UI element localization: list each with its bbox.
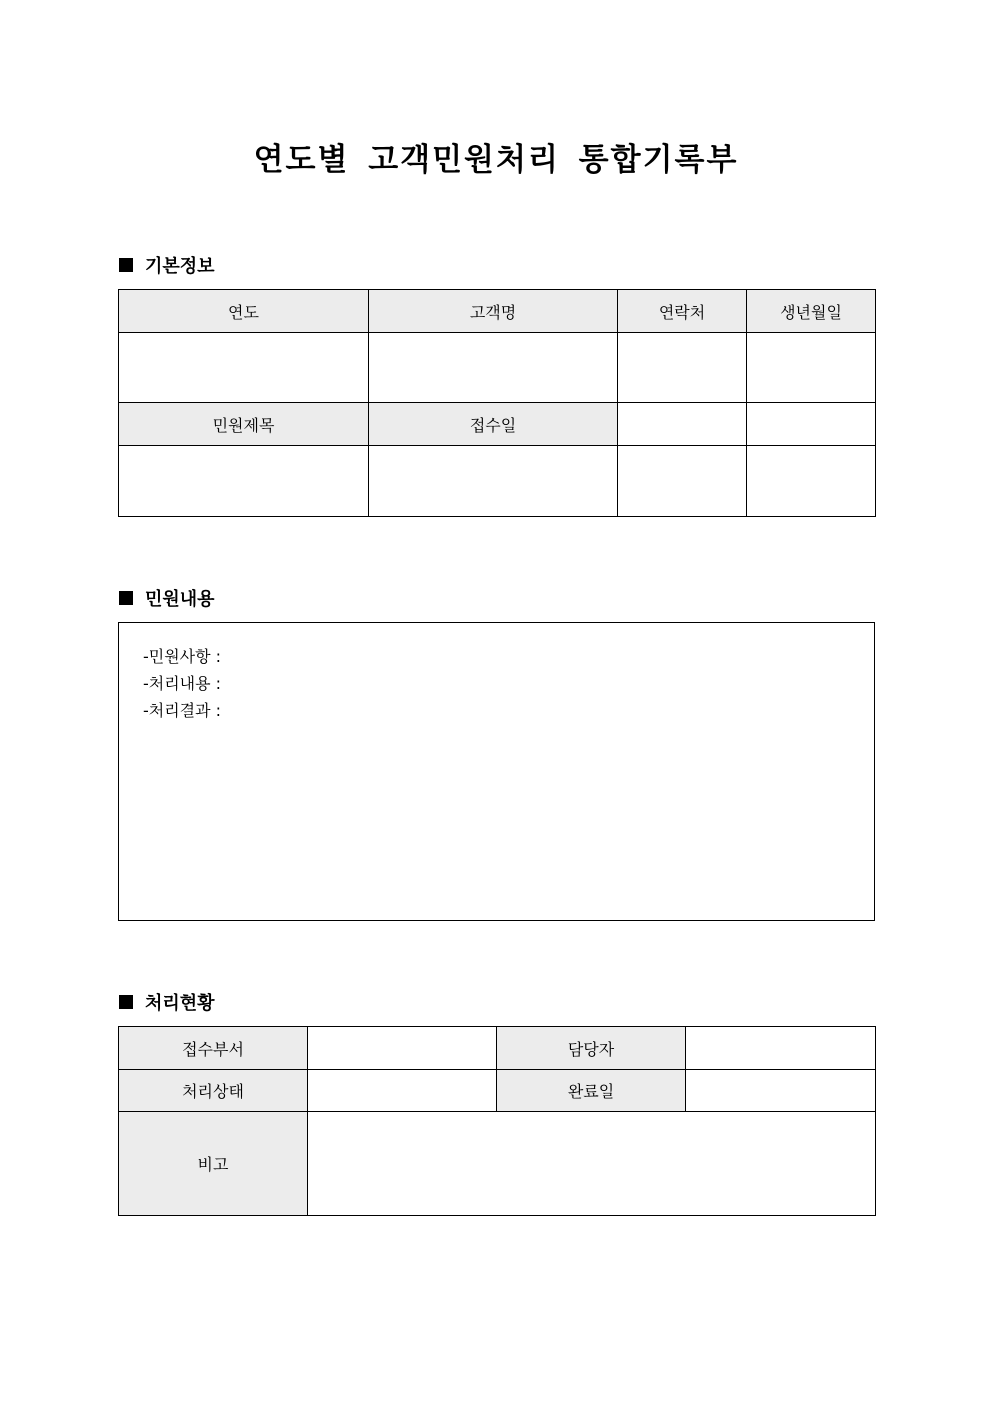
blank-cell[interactable] (618, 403, 747, 446)
square-bullet-icon (119, 258, 133, 272)
header-processing-state: 처리상태 (119, 1070, 308, 1112)
section-heading-basic-label: 기본정보 (145, 256, 215, 277)
square-bullet-icon (119, 591, 133, 605)
complaint-title-value-cell[interactable] (119, 446, 369, 517)
header-manager: 담당자 (497, 1027, 686, 1070)
header-complaint-title: 민원제목 (119, 403, 369, 446)
remarks-value-cell[interactable] (308, 1112, 876, 1216)
processing-result-line: -처리결과 : (143, 701, 222, 720)
header-remarks: 비고 (119, 1112, 308, 1216)
birthdate-value-cell[interactable] (747, 333, 876, 403)
header-completion-date: 완료일 (497, 1070, 686, 1112)
received-date-value-cell[interactable] (369, 446, 618, 517)
square-bullet-icon (119, 995, 133, 1009)
blank-cell[interactable] (747, 446, 876, 517)
processing-state-value-cell[interactable] (308, 1070, 497, 1112)
blank-cell[interactable] (747, 403, 876, 446)
complaint-content-box[interactable] (118, 622, 875, 921)
customer-name-value-cell[interactable] (369, 333, 618, 403)
processing-content-line: -처리내용 : (143, 674, 222, 693)
header-received-date: 접수일 (369, 403, 618, 446)
processing-status-table (118, 1026, 876, 1216)
section-heading-basic (119, 253, 215, 277)
header-birthdate: 생년월일 (747, 290, 876, 333)
header-year: 연도 (119, 290, 369, 333)
blank-cell[interactable] (618, 446, 747, 517)
document-title: 연도별 고객민원처리 통합기록부 (253, 142, 739, 178)
receiving-dept-value-cell[interactable] (308, 1027, 497, 1070)
year-value-cell[interactable] (119, 333, 369, 403)
section-heading-content-label: 민원내용 (145, 589, 215, 610)
contact-value-cell[interactable] (618, 333, 747, 403)
completion-date-value-cell[interactable] (686, 1070, 876, 1112)
header-customer-name: 고객명 (369, 290, 618, 333)
basic-info-table (118, 289, 876, 517)
section-heading-status (119, 990, 215, 1014)
header-receiving-dept: 접수부서 (119, 1027, 308, 1070)
section-heading-content (119, 586, 215, 610)
header-contact: 연락처 (618, 290, 747, 333)
complaint-matter-line: -민원사항 : (143, 647, 222, 666)
section-heading-status-label: 처리현황 (145, 993, 215, 1014)
manager-value-cell[interactable] (686, 1027, 876, 1070)
